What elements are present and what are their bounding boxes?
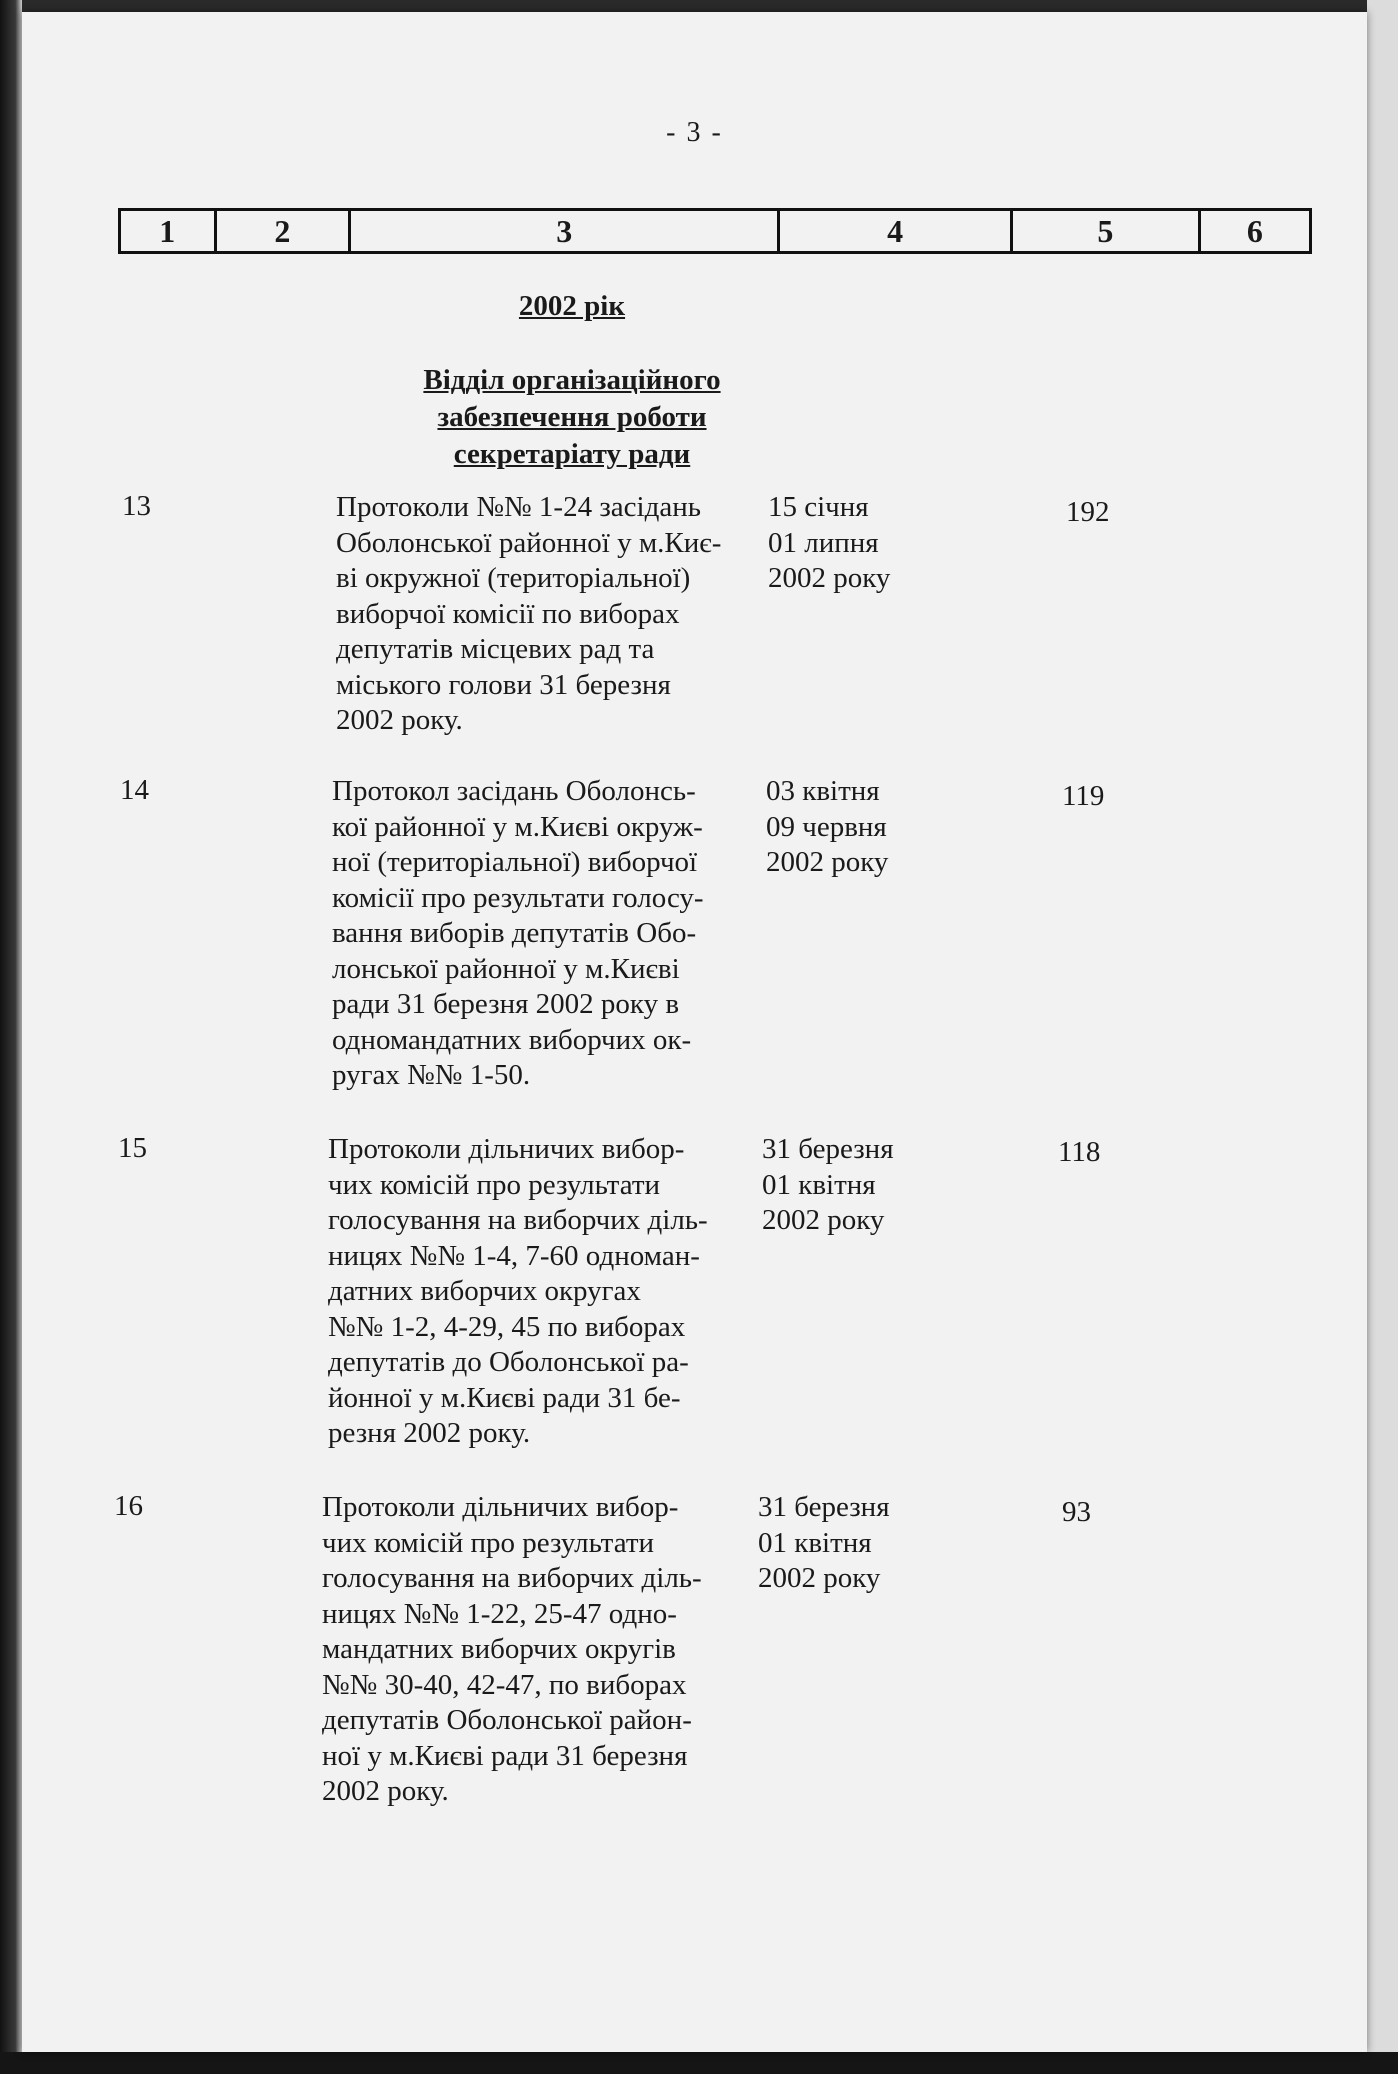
entry-number: 14 bbox=[120, 774, 149, 806]
department-heading-line: забезпечення роботи bbox=[437, 401, 707, 433]
date-line: 2002 року bbox=[766, 846, 889, 878]
date-line: 03 квітня bbox=[766, 775, 880, 807]
date-line: 2002 року bbox=[762, 1204, 885, 1236]
date-line: 2002 року bbox=[758, 1562, 881, 1594]
department-heading-line: секретаріату ради bbox=[453, 438, 691, 470]
description-line: ницях №№ 1-22, 25-47 одно- bbox=[322, 1597, 677, 1630]
entry-dates bbox=[766, 774, 946, 881]
description-line: ної (територіальної) виборчої bbox=[332, 846, 698, 878]
department-heading-line: Відділ організаційного bbox=[423, 364, 721, 396]
column-header-5: 5 bbox=[1012, 210, 1200, 253]
scan-edge-right bbox=[1367, 0, 1398, 2074]
entry-sheet-count: 118 bbox=[1058, 1136, 1101, 1168]
description-line: №№ 1-2, 4-29, 45 по виборах bbox=[328, 1310, 686, 1343]
scan-edge-left bbox=[0, 0, 22, 2074]
description-line: чих комісій про результати bbox=[322, 1526, 655, 1559]
year-heading: 2002 рік bbox=[518, 290, 626, 322]
date-line: 09 червня bbox=[766, 810, 887, 843]
description-line: 2002 року. bbox=[322, 1775, 449, 1807]
description-line: голосування на виборчих діль- bbox=[322, 1562, 702, 1594]
description-line: комісії про результати голосу- bbox=[332, 881, 704, 914]
description-line: чих комісій про результати bbox=[328, 1168, 661, 1201]
description-line: Протоколи дільничих вибор- bbox=[322, 1491, 679, 1523]
date-line: 15 січня bbox=[768, 491, 869, 523]
description-line: ради 31 березня 2002 року в bbox=[332, 988, 680, 1020]
description-line: Протоколи дільничих вибор- bbox=[328, 1133, 685, 1165]
description-line: ругах №№ 1-50. bbox=[332, 1059, 531, 1091]
department-heading bbox=[352, 362, 792, 473]
entry-number: 13 bbox=[122, 490, 151, 522]
column-header-3: 3 bbox=[350, 210, 779, 253]
description-line: міського голови 31 березня bbox=[336, 668, 671, 701]
column-header-1: 1 bbox=[120, 210, 216, 253]
description-line: 2002 року. bbox=[336, 704, 463, 736]
entry-description bbox=[322, 1490, 752, 1810]
document-page bbox=[22, 12, 1367, 2052]
column-header-table bbox=[118, 208, 1312, 254]
description-line: ві окружної (територіальної) bbox=[336, 562, 691, 594]
date-line: 31 березня bbox=[758, 1491, 890, 1523]
description-line: йонної у м.Києві ради 31 бе- bbox=[328, 1381, 681, 1414]
page-number: - 3 - bbox=[666, 117, 723, 148]
column-header-6: 6 bbox=[1199, 210, 1310, 253]
column-header-4: 4 bbox=[779, 210, 1012, 253]
entry-dates bbox=[762, 1132, 942, 1239]
description-line: кої районної у м.Києві окруж- bbox=[332, 810, 703, 843]
entry-sheet-count: 93 bbox=[1062, 1496, 1091, 1528]
description-line: Протокол засідань Оболонсь- bbox=[332, 775, 696, 807]
description-line: ницях №№ 1-4, 7-60 одноман- bbox=[328, 1239, 700, 1272]
description-line: вання виборів депутатів Обо- bbox=[332, 917, 697, 949]
description-line: мандатних виборчих округів bbox=[322, 1633, 676, 1665]
entry-number: 15 bbox=[118, 1132, 147, 1164]
description-line: голосування на виборчих діль- bbox=[328, 1204, 708, 1236]
date-line: 01 квітня bbox=[762, 1168, 876, 1201]
description-line: Оболонської районної у м.Киє- bbox=[336, 526, 722, 559]
column-header-2: 2 bbox=[215, 210, 350, 253]
entry-sheet-count: 119 bbox=[1062, 780, 1105, 812]
description-line: Протоколи №№ 1-24 засідань bbox=[336, 491, 701, 523]
scan-edge-bottom bbox=[0, 2052, 1398, 2074]
date-line: 01 квітня bbox=[758, 1526, 872, 1559]
entry-description bbox=[336, 490, 766, 739]
description-line: одномандатних виборчих ок- bbox=[332, 1023, 692, 1056]
description-line: депутатів Оболонської район- bbox=[322, 1704, 692, 1736]
description-line: резня 2002 року. bbox=[328, 1417, 531, 1449]
description-line: ної у м.Києві ради 31 березня bbox=[322, 1739, 688, 1772]
description-line: виборчої комісії по виборах bbox=[336, 597, 680, 630]
description-line: №№ 30-40, 42-47, по виборах bbox=[322, 1668, 687, 1701]
entry-description bbox=[328, 1132, 758, 1452]
description-line: депутатів до Оболонської ра- bbox=[328, 1346, 689, 1378]
description-line: лонської районної у м.Києві bbox=[332, 952, 680, 985]
description-line: датних виборчих округах bbox=[328, 1275, 641, 1307]
entry-number: 16 bbox=[114, 1490, 143, 1522]
entry-description bbox=[332, 774, 762, 1094]
description-line: депутатів місцевих рад та bbox=[336, 633, 655, 665]
date-line: 2002 року bbox=[768, 562, 891, 594]
entry-dates bbox=[758, 1490, 938, 1597]
date-line: 01 липня bbox=[768, 526, 879, 559]
entry-dates bbox=[768, 490, 948, 597]
date-line: 31 березня bbox=[762, 1133, 894, 1165]
entry-sheet-count: 192 bbox=[1066, 496, 1110, 528]
